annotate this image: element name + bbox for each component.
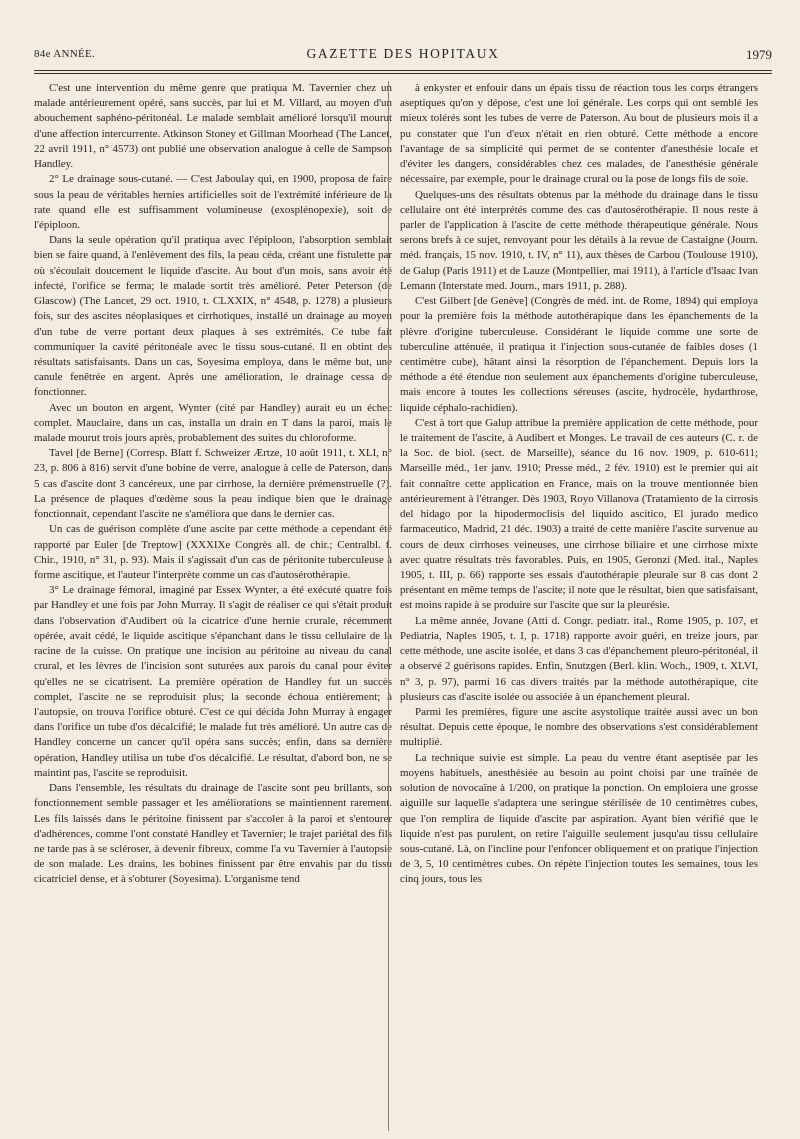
column-divider bbox=[388, 81, 389, 1131]
paragraph: Avec un bouton en argent, Wynter (cité par Handley) aurait eu un échec complet. Mauclaire, dans un cas, installa un drain en T dans la paroi, mais le malade mourut trois jours après, probablement des suites du chloroforme. bbox=[34, 401, 392, 445]
paragraph: Parmi les premières, figure une ascite asystolique traitée aussi avec un bon résultat. Depuis cette époque, le nombre des observations s'est considérablement multiplié. bbox=[400, 705, 758, 749]
page-number: 1979 bbox=[746, 47, 772, 62]
left-column bbox=[34, 81, 392, 1131]
right-column bbox=[400, 81, 758, 1131]
paragraph: La technique suivie est simple. La peau du ventre étant aseptisée par les moyens habituels, anesthésiée au besoin au point choisi par une traînée de solution de novocaïne à 1/200, on pratique la ponction. On emploiera une grosse aiguille sur laquelle s'adaptera une seringue stérilisée de 10 centimètres cubes, que l'on remplira de liquide d'ascite par aspiration. Ayant bien vérifié que le liquide n'est pas purulent, on retire l'aiguille seulement jusqu'au tissu cellulaire sous-cutané. Là, on l'incline pour l'enfoncer obliquement et on pratique l'injection de 3, 5, 10 centimètres cubes. On répète l'injection toutes les semaines, tous les cinq jours, tous les bbox=[400, 751, 758, 886]
paragraph: Dans l'ensemble, les résultats du drainage de l'ascite sont peu brillants, son fonctionnement semble passager et les améliorations se maintiennent rarement. Les fils laissés dans le péritoine finissent par s'accoler à la paroi et s'entourer d'adhérences, comme l'ont constaté Handley et Tavernier; le trajet pariétal des fils ne tarde pas à se scléroser, à devenir fibreux, comme l'a vu Tavernier à l'autopsie de son malade. Les drains, les bobines finissent par être envahis par du tissu cicatriciel dense, et à s'obturer (Soyesima). L'organisme tend bbox=[34, 782, 392, 886]
paragraph: Tavel [de Berne] (Corresp. Blatt f. Schweizer Ærtze, 10 août 1911, t. XLI, n° 23, p. 806 à 816) servit d'une bobine de verre, analogue à celle de Paterson, dans 5 cas d'ascite dont 3 cancéreux, une par cirrhose, la dernière prémenstruelle (?). La présence de plaques d'œdème sous la peau indique bien que le drainage fonctionnait, cependant l'ascite ne s'améliora que dans le dernier cas. bbox=[34, 447, 392, 521]
paragraph: La même année, Jovane (Atti d. Congr. pediatr. ital., Rome 1905, p. 107, et Pediatria, Naples 1905, t. I, p. 1718) rapporte avoir guéri, en treize jours, par cette méthode, une ascite isolée, et dans 3 cas d'épanchement pleuro-péritonéal, il a observé 2 guérisons rapides. Enfin, Snutzgen (Berl. klin. Woch., 1909, t. XLVI, n° 3, p. 97), parmi 16 cas divers traités par la méthode autothérapique, cite plusieurs cas d'ascite isolée ou associée à un épanchement pleural. bbox=[400, 614, 758, 703]
header-rule-top bbox=[34, 70, 772, 71]
paragraph: C'est une intervention du même genre que pratiqua M. Tavernier chez un malade antérieurement opéré, sans succès, par lui et M. Villard, au moyen d'un abouchement saphéno-péritonéal. Le malade semblait amélioré lorsqu'il mourut d'une affection intercurrente. Atkinson Stoney et Gillman Moorhead (The Lancet, 22 avril 1911, n° 4573) ont publié une observation analogue à celle de Sampson Handley. bbox=[34, 82, 392, 171]
header-rule-bottom bbox=[34, 73, 772, 74]
volume-label: 84e ANNÉE. bbox=[34, 48, 96, 60]
paragraph: Un cas de guérison complète d'une ascite par cette méthode a cependant été rapporté par Euler [de Treptow] (XXXIXe Congrès all. de chir.; Centralbl. f. Chir., 1910, n° 31, p. 93). Mais il s'agissait d'un cas de péritonite tuberculeuse à forme ascitique, et l'auteur l'interprète comme un cas d'autosérothérapie. bbox=[34, 523, 392, 581]
paragraph: Quelques-uns des résultats obtenus par la méthode du drainage dans le tissu cellulaire ont été interprétés comme des cas d'autosérothérapie. Il nous reste à parler de l'application à l'ascite de cette méthode thérapeutique générale. Nous serons brefs à ce sujet, renvoyant pour les détails à la revue de Castaigne (Journ. méd. français, 15 nov. 1910, t. IV, n° 11), aux thèses de Carbou (Toulouse 1910), de Galup (Paris 1911) et de Lauze (Montpellier, mai 1911), à l'article d'Isaac Ivan Lemann (Interstate med. Journ., mars 1911, p. 288). bbox=[400, 188, 758, 292]
paragraph: 2° Le drainage sous-cutané. — C'est Jaboulay qui, en 1900, proposa de faire sous la peau de véritables hernies artificielles soit de l'extrémité inférieure de la rate quand elle est suffisamment volumineuse (exosplénopexie), soit de l'épiploon. bbox=[34, 173, 392, 231]
paragraph: C'est à tort que Galup attribue la première application de cette méthode, pour le traitement de l'ascite, à Audibert et Monges. Le travail de ces auteurs (C. r. de la Soc. de biol. (sect. de Marseille), séance du 16 nov. 1909, p. 610-611; Marseille méd., 1er janv. 1910; Presse méd., 2 fév. 1910) est le premier qui ait fait connaître cette application en France, mais on la trouve mentionnée bien antérieurement à l'étranger. Dès 1903, Royo Villanova (Tratamiento de la cirrosis del hidago por la hipodermoclisis del liquido ascitico, El jurado medico farmaceutico, Madrid, 21 déc. 1903) a traité de cette manière l'ascite survenue au cours de deux cirrhoses veineuses, une cirrhose biliaire et une cirrhose mixte avec quatre résultats très favorables. Puis, en 1905, Geronzi (Med. ital., Naples 1905, t. III, p. 66) rapporte ses essais d'autothérapie pleurale sur 8 cas dont 2 présentant en même temps de l'ascite; il note que le résultat, bien que satisfaisant, est moins rapide à se produire sur l'ascite que sur la pleurésie. bbox=[400, 416, 758, 612]
page-header bbox=[34, 46, 772, 66]
paragraph: C'est Gilbert [de Genève] (Congrès de méd. int. de Rome, 1894) qui employa pour la première fois la méthode autothérapique dans les épanchements de la plèvre d'origine tuberculeuse. Considérant le liquide comme une sorte de tuberculine atténuée, il pratiqua it l'injection sous-cutanée de faibles doses (1 centimètre cube), hâtant ainsi la résorption de l'épanchement. Depuis lors la méthode a été étendue non seulement aux épanchements d'origine tuberculeuse, mais encore à toutes les collections séreuses (ascite, hydrocèle, hydarthrose, liquide céphalo-rachidien). bbox=[400, 295, 758, 414]
paragraph: à enkyster et enfouir dans un épais tissu de réaction tous les corps étrangers aseptiques qu'on y dépose, c'est une loi générale. Les corps qui ont semblé les mieux tolérés sont les tubes de verre de Paterson. Au bout de plusieurs mois il a pu constater que l'un d'eux n'était en rien obturé. Cette méthode a encore l'avantage de sa simplicité qui permet de se contenter d'anesthésie locale et d'éviter les dangers, considérables chez ces malades, de l'anesthésie générale nécessaire, par exemple, pour le drainage crural ou la pose de longs fils de soie. bbox=[400, 82, 758, 186]
paragraph: Dans la seule opération qu'il pratiqua avec l'épiploon, l'absorption semblait bien se faire quand, à l'enlèvement des fils, la peau céda, créant une fistulette par où s'écoulait doucement le liquide d'ascite. Au bout d'un mois, sans avoir été infecté, l'orifice se ferma; le malade sortit très amélioré. Peter Peterson (de Glascow) (The Lancet, 29 oct. 1910, t. CLXXIX, n° 4548, p. 1278) a plusieurs fois, sur des ascites néoplasiques et cirrhotiques, installé un drainage au moyen d'un tube de verre portant deux plaques à ses extrémités. Ce tube fait communiquer la cavité péritonéale avec le tissu sous-cutané. Il en obtint des résultats satisfaisants. Dans un cas, Soyesima employa, dans le même but, une canule fenêtrée en argent. Après une amélioration, le drainage cessa de fonctionner. bbox=[34, 234, 392, 399]
paragraph: 3° Le drainage fémoral, imaginé par Essex Wynter, a été exécuté quatre fois par Handley et une fois par John Murray. Il s'agit de réaliser ce qui s'était produit dans l'observation d'Audibert où la cicatrice d'une hernie crurale, récemment opérée, avait cédé, le liquide ascitique s'épanchant dans le tissu cellulaire de la racine de la cuisse. On pratique une incision au péritoine au niveau du canal crural, et les lèvres de l'incision sont suturées aux parois du canal pour éviter qu'elles ne se cicatrisent. La première opération de Handley fut un succès complet, l'ascite ne se reproduisit plus; la seconde échoua entièrement; à l'autopsie, on trouva l'orifice obturé. C'est ce qui décida John Murray à engager dans l'orifice un tube d'os décalcifié; le malade fut très amélioré. Un autre cas de Handley concerne un cancer qu'il opéra sans succès; enfin, dans sa dernière opération, Handley utilisa un tube d'os décalcifié. Le résultat, d'abord bon, ne se maintint pas, l'ascite se reproduisit. bbox=[34, 584, 392, 779]
journal-title: GAZETTE DES HOPITAUX bbox=[306, 46, 500, 61]
